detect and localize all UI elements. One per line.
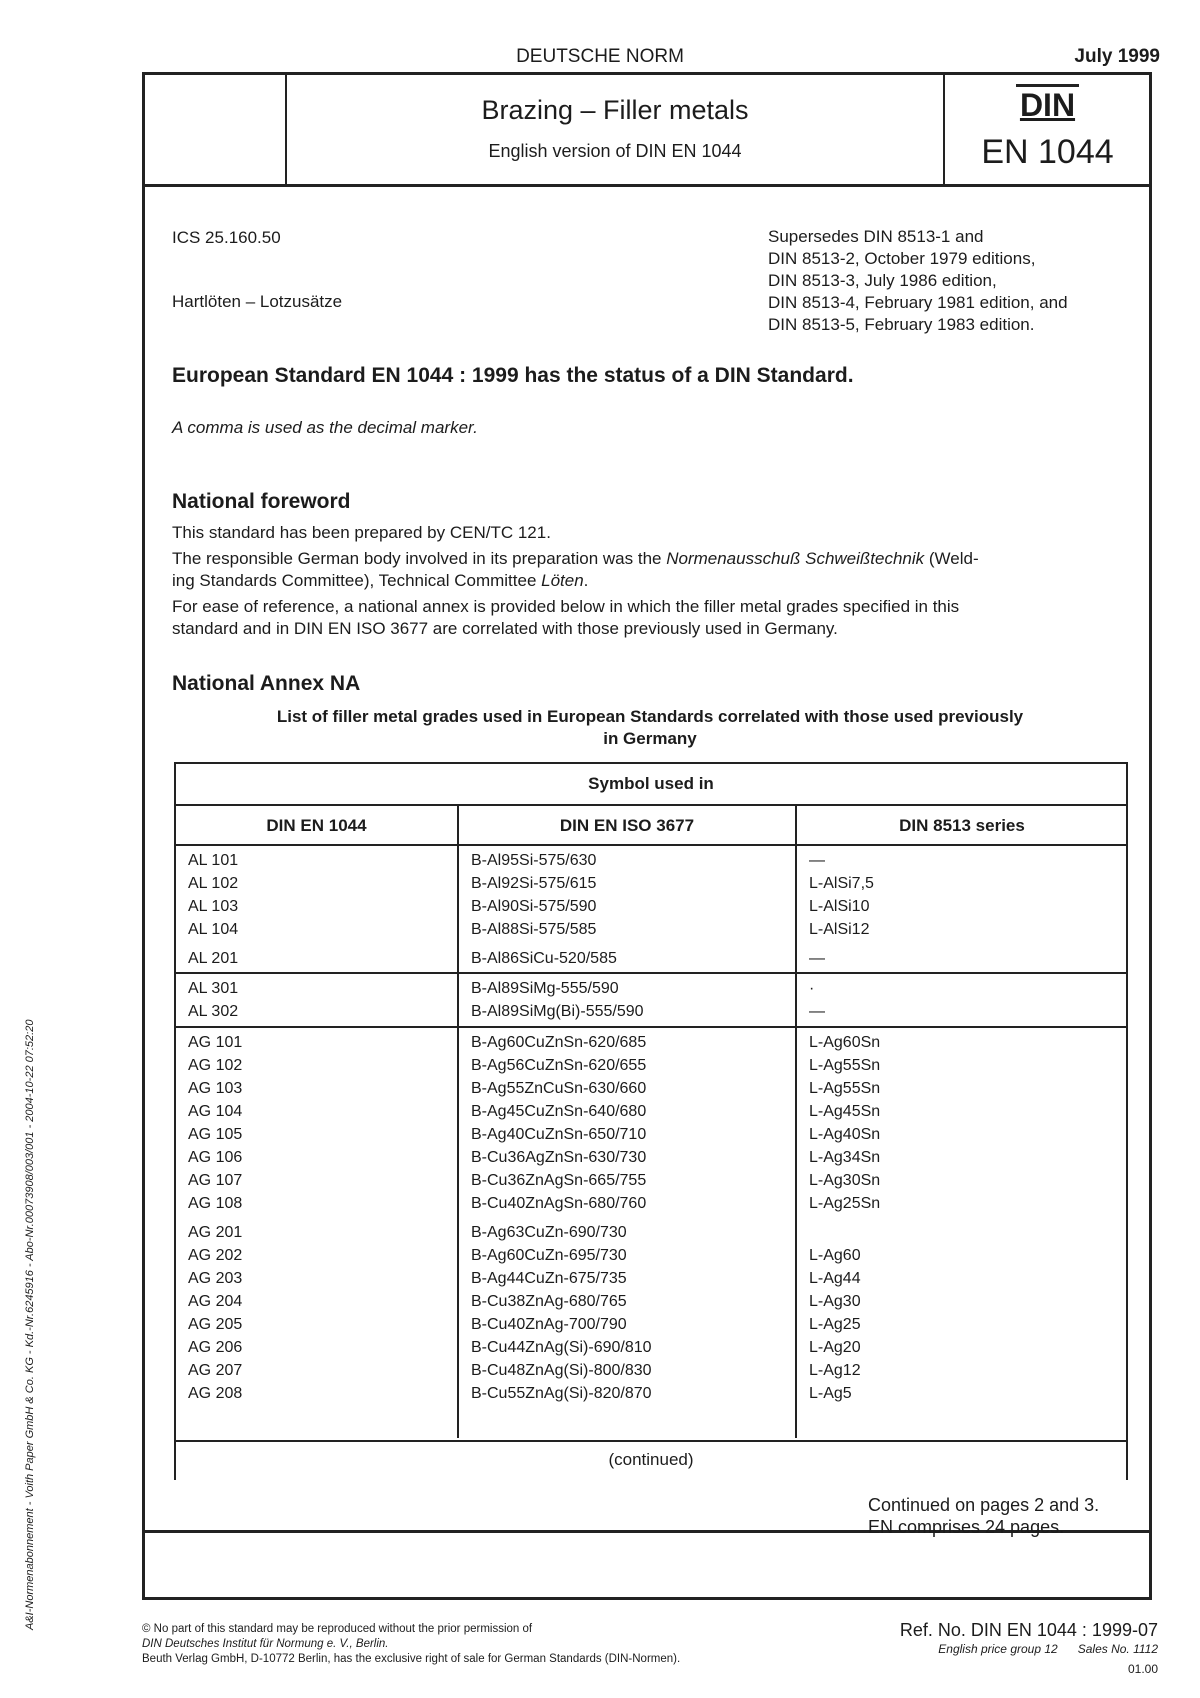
grade-iso3677: B-Al89SiMg-555/590 xyxy=(471,980,619,997)
grade-en1044: AG 108 xyxy=(188,1195,243,1212)
grade-iso3677: B-Cu36ZnAgSn-665/755 xyxy=(471,1172,647,1189)
grade-iso3677: B-Cu44ZnAg(Si)-690/810 xyxy=(471,1339,652,1356)
supersedes-line: DIN 8513-3, July 1986 edition, xyxy=(768,271,997,290)
grade-en1044: AG 206 xyxy=(188,1339,243,1356)
header-separator xyxy=(145,184,1149,187)
grade-iso3677: B-Ag60CuZn-695/730 xyxy=(471,1247,627,1264)
grade-en1044: AG 203 xyxy=(188,1270,243,1287)
foreword-paragraph xyxy=(172,548,1132,592)
grade-din8513: L-Ag40Sn xyxy=(809,1126,881,1143)
grade-din8513: L-Ag45Sn xyxy=(809,1103,881,1120)
filler-metal-table xyxy=(174,762,1128,1480)
grade-din8513: L-Ag60Sn xyxy=(809,1034,881,1051)
document-subtitle: English version of DIN EN 1044 xyxy=(488,141,742,161)
table-group-header: Symbol used in xyxy=(588,774,714,793)
supersedes-line: Supersedes DIN 8513-1 and xyxy=(768,227,984,246)
legal-line: © No part of this standard may be reproduced without the prior permission of xyxy=(142,1623,533,1635)
grade-din8513: — xyxy=(809,950,825,967)
standard-number: EN 1044 xyxy=(981,133,1114,171)
grade-iso3677: B-Ag44CuZn-675/735 xyxy=(471,1270,627,1287)
column-header: DIN 8513 series xyxy=(899,816,1025,835)
pages-note xyxy=(868,1494,1099,1538)
pages-note-line: EN comprises 24 pages. xyxy=(868,1517,1065,1537)
grade-en1044: AG 107 xyxy=(188,1172,243,1189)
grade-din8513: L-Ag55Sn xyxy=(809,1080,881,1097)
text-run: (Weld- xyxy=(924,549,979,568)
grade-en1044: AG 102 xyxy=(188,1057,243,1074)
grade-en1044: AG 106 xyxy=(188,1149,243,1166)
table-column-divider xyxy=(457,804,459,1438)
grade-en1044: AG 204 xyxy=(188,1293,243,1310)
grade-din8513: L-Ag30 xyxy=(809,1293,861,1310)
publication-date: July 1999 xyxy=(1074,46,1160,67)
grade-en1044: AG 104 xyxy=(188,1103,243,1120)
grade-iso3677: B-Cu40ZnAgSn-680/760 xyxy=(471,1195,647,1212)
ics-code: ICS 25.160.50 xyxy=(172,228,281,247)
legal-line: Beuth Verlag GmbH, D-10772 Berlin, has the exclusive right of sale for German Standards (DIN-Normen). xyxy=(142,1653,681,1665)
table-rule xyxy=(176,804,1126,806)
grade-en1044: AL 302 xyxy=(188,1003,239,1020)
grade-din8513: L-Ag12 xyxy=(809,1362,861,1379)
supersedes-block xyxy=(768,226,1068,336)
text-run: ing Standards Committee), Technical Committee xyxy=(172,571,542,590)
grade-iso3677: B-Al95Si-575/630 xyxy=(471,852,597,869)
table-rule xyxy=(176,1440,1126,1442)
price-group: English price group 12 xyxy=(938,1642,1058,1656)
grade-din8513: L-AlSi7,5 xyxy=(809,875,874,892)
grade-en1044: AL 102 xyxy=(188,875,239,892)
grade-iso3677: B-Ag56CuZnSn-620/655 xyxy=(471,1057,647,1074)
reference-number: Ref. No. DIN EN 1044 : 1999-07 xyxy=(899,1620,1158,1640)
text-line: For ease of reference, a national annex is provided below in which the filler metal grades specified in this xyxy=(172,597,960,616)
text-run: The responsible German body involved in its preparation was the xyxy=(172,549,667,568)
status-statement: European Standard EN 1044 : 1999 has the status of a DIN Standard. xyxy=(172,364,854,387)
grade-en1044: AG 201 xyxy=(188,1224,243,1241)
grade-din8513: — xyxy=(809,1003,825,1020)
price-info xyxy=(938,1642,1158,1656)
grade-iso3677: B-Al86SiCu-520/585 xyxy=(471,950,617,967)
grade-din8513: L-Ag55Sn xyxy=(809,1057,881,1074)
grade-iso3677: B-Ag45CuZnSn-640/680 xyxy=(471,1103,647,1120)
grade-en1044: AG 105 xyxy=(188,1126,243,1143)
legal-notice xyxy=(142,1622,680,1667)
grade-din8513: L-Ag60 xyxy=(809,1247,861,1264)
grade-iso3677: B-Al90Si-575/590 xyxy=(471,898,597,915)
subscription-watermark: A&I-Normenabonnement - Voith Paper GmbH & Co. KG - Kd.-Nr.6245916 - Abo-Nr.00073908/003/001 - 2004-10-22 07:52:20 xyxy=(24,1019,36,1630)
grade-din8513: L-Ag30Sn xyxy=(809,1172,881,1189)
grade-iso3677: B-Al92Si-575/615 xyxy=(471,875,597,892)
grade-din8513: L-Ag5 xyxy=(809,1385,852,1402)
table-column-divider xyxy=(795,804,797,1438)
grade-en1044: AG 207 xyxy=(188,1362,243,1379)
table-rule xyxy=(176,972,1126,974)
grade-iso3677: B-Cu40ZnAg-700/790 xyxy=(471,1316,627,1333)
grade-iso3677: B-Cu48ZnAg(Si)-800/830 xyxy=(471,1362,652,1379)
legal-line: DIN Deutsches Institut für Normung e. V., Berlin. xyxy=(142,1638,389,1650)
grade-iso3677: B-Ag60CuZnSn-620/685 xyxy=(471,1034,647,1051)
technical-committee-name: Löten xyxy=(541,571,584,590)
grade-en1044: AG 208 xyxy=(188,1385,243,1402)
annex-heading: National Annex NA xyxy=(172,672,361,695)
grade-iso3677: B-Ag63CuZn-690/730 xyxy=(471,1224,627,1241)
grade-din8513: — xyxy=(809,852,825,869)
table-rule xyxy=(176,844,1126,846)
caption-line: in Germany xyxy=(603,729,697,748)
caption-line: List of filler metal grades used in European Standards correlated with those used previously xyxy=(276,707,1024,726)
grade-en1044: AL 103 xyxy=(188,898,239,915)
table-caption xyxy=(200,706,1100,750)
grade-en1044: AG 205 xyxy=(188,1316,243,1333)
grade-en1044: AL 201 xyxy=(188,950,239,967)
grade-iso3677: B-Al88Si-575/585 xyxy=(471,921,597,938)
edition-stamp: 01.00 xyxy=(1127,1662,1158,1676)
grade-iso3677: B-Ag55ZnCuSn-630/660 xyxy=(471,1080,647,1097)
decimal-note: A comma is used as the decimal marker. xyxy=(172,418,478,437)
supersedes-line: DIN 8513-4, February 1981 edition, and xyxy=(768,293,1068,312)
grade-din8513: L-Ag25Sn xyxy=(809,1195,881,1212)
foreword-heading: National foreword xyxy=(172,490,351,513)
grade-iso3677: B-Cu55ZnAg(Si)-820/870 xyxy=(471,1385,652,1402)
committee-name: Normenausschuß Schweißtechnik xyxy=(666,549,925,568)
document-title: Brazing – Filler metals xyxy=(481,95,749,125)
grade-en1044: AL 101 xyxy=(188,852,239,869)
sales-number: Sales No. 1112 xyxy=(1077,1642,1158,1656)
grade-iso3677: B-Al89SiMg(Bi)-555/590 xyxy=(471,1003,644,1020)
din-logo xyxy=(945,87,1150,124)
foreword-paragraph: This standard has been prepared by CEN/TC 121. xyxy=(172,523,551,542)
grade-en1044: AG 101 xyxy=(188,1034,243,1051)
grade-en1044: AG 103 xyxy=(188,1080,243,1097)
grade-iso3677: B-Cu38ZnAg-680/765 xyxy=(471,1293,627,1310)
din-logo-text: DIN xyxy=(1016,84,1079,123)
grade-din8513: L-AlSi10 xyxy=(809,898,870,915)
grade-iso3677: B-Ag40CuZnSn-650/710 xyxy=(471,1126,647,1143)
norm-label: DEUTSCHE NORM xyxy=(516,46,684,67)
continued-note: (continued) xyxy=(608,1450,694,1469)
supersedes-line: DIN 8513-5, February 1983 edition. xyxy=(768,315,1035,334)
grade-en1044: AG 202 xyxy=(188,1247,243,1264)
grade-en1044: AL 104 xyxy=(188,921,239,938)
foreword-paragraph xyxy=(172,596,1132,640)
table-rule xyxy=(176,1026,1126,1028)
grade-din8513: L-Ag25 xyxy=(809,1316,861,1333)
german-title: Hartlöten – Lotzusätze xyxy=(172,292,343,311)
column-header: DIN EN 1044 xyxy=(266,816,367,835)
supersedes-line: DIN 8513-2, October 1979 editions, xyxy=(768,249,1036,268)
grade-din8513: · xyxy=(809,980,815,997)
grade-en1044: AL 301 xyxy=(188,980,239,997)
grade-din8513: L-Ag20 xyxy=(809,1339,861,1356)
column-header: DIN EN ISO 3677 xyxy=(559,816,695,835)
grade-din8513: L-Ag44 xyxy=(809,1270,861,1287)
grade-din8513: L-Ag34Sn xyxy=(809,1149,881,1166)
header-divider-left xyxy=(285,75,287,184)
grade-din8513: L-AlSi12 xyxy=(809,921,870,938)
text-run: . xyxy=(583,571,589,590)
pages-note-line: Continued on pages 2 and 3. xyxy=(868,1495,1100,1515)
grade-iso3677: B-Cu36AgZnSn-630/730 xyxy=(471,1149,647,1166)
text-line: standard and in DIN EN ISO 3677 are correlated with those previously used in Germany. xyxy=(172,619,838,638)
